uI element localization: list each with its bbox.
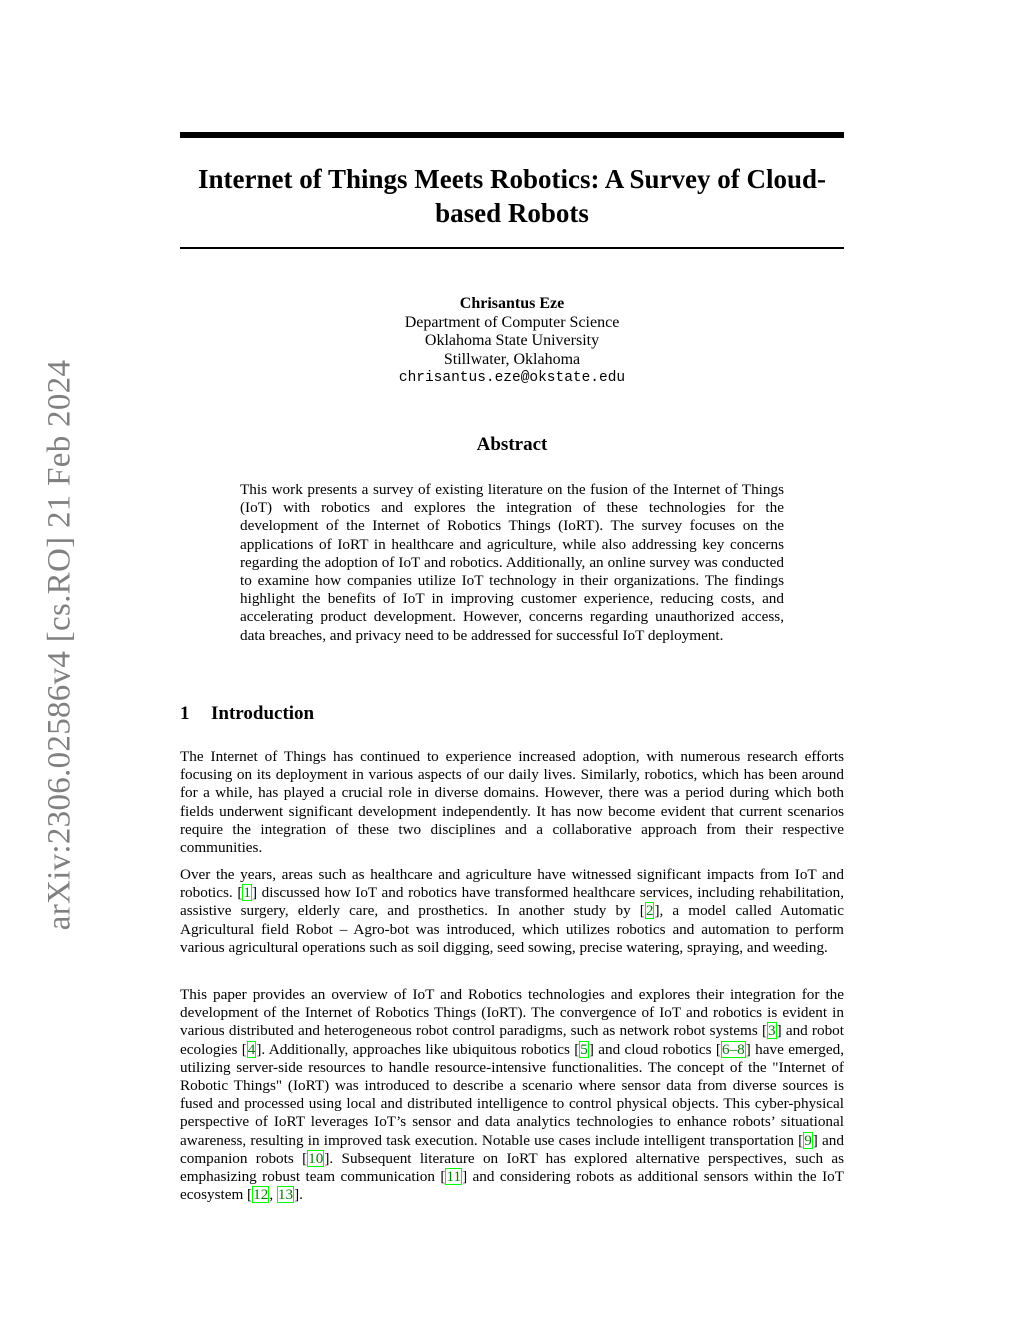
text-run: This paper provides an overview of IoT and Robotics technologies and explores their integration for the development of the Internet of Robotics Things (IoRT). The convergence of IoT and robotics is evident in various distributed and heterogeneous robot control paradigms, such as network robot systems [ — [180, 986, 844, 1040]
section-heading-introduction — [180, 703, 314, 725]
text-run: ] and robot ecologies [ — [180, 1022, 844, 1058]
intro-paragraph-1: The Internet of Things has continued to experience increased adoption, with numerous research efforts focusing on its deployment in various aspects of our daily lives. Similarly, robotics, which has been around for a while, has played a crucial role in diverse domains. However, there was a period during which both fields underwent significant development independently. It has now become evident that current scenarios require the integration of these two disciplines and a collaborative approach from their respective communities. — [180, 748, 844, 857]
title-bottom-rule — [180, 247, 844, 249]
abstract-text: This work presents a survey of existing literature on the fusion of the Internet of Things (IoT) with robotics and explores the integration of these technologies for the development of the Internet of Robotics Things (IoRT). The survey focuses on the applications of IoRT in healthcare and agriculture, while also addressing key concerns regarding the adoption of IoT and robotics. Additionally, an online survey was conducted to examine how companies utilize IoT technology in their organizations. The findings highlight the benefits of IoT in improving customer experience, reducing costs, and accelerating product development. However, concerns regarding unauthorized access, data breaches, and privacy need to be addressed for successful IoT deployment. — [240, 481, 784, 644]
abstract-heading: Abstract — [476, 434, 548, 455]
text-run: ] discussed how IoT and robotics have transformed healthcare services, including rehabilitation, assistive surgery, elderly care, and prosthetics. In another study by [ — [180, 884, 844, 920]
text-run: ]. — [294, 1186, 303, 1204]
citation-link[interactable]: 9 — [804, 1131, 812, 1149]
author-block — [180, 295, 844, 388]
text-run: ]. Subsequent literature on IoRT has explored alternative perspectives, such as emphasizing robust team communication [ — [180, 1149, 844, 1186]
text-run: ]. Additionally, approaches like ubiquitous robotics [ — [256, 1040, 580, 1058]
text-run: ] and cloud robotics [ — [588, 1040, 721, 1058]
paper-title: Internet of Things Meets Robotics: A Survey of Cloud-based Robots — [197, 164, 826, 228]
text-run: ] and companion robots [ — [180, 1131, 844, 1167]
author-university: Oklahoma State University — [424, 332, 600, 349]
intro-paragraph-2 — [180, 866, 844, 957]
section-number: 1 — [180, 703, 190, 724]
section-title: Introduction — [211, 703, 315, 724]
citation-link[interactable]: 3 — [768, 1022, 776, 1040]
author-department: Department of Computer Science — [404, 313, 620, 331]
arxiv-identifier-stamp: arXiv:2306.02586v4 [cs.RO] 21 Feb 2024 — [41, 359, 78, 931]
citation-link[interactable]: 12 — [253, 1186, 269, 1204]
citation-link[interactable]: 10 — [308, 1149, 324, 1167]
text-run: ], a model called Automatic Agricultural field Robot – Agro-bot was introduced, which utilizes robotics and automation to perform various agricultural operations such as soil digging, seed sowing, precise watering, spraying, and weeding. — [180, 902, 844, 956]
author-name: Chrisantus Eze — [459, 295, 565, 312]
citation-link[interactable]: 11 — [446, 1168, 462, 1186]
citation-link[interactable]: 1 — [243, 884, 251, 902]
text-run: Over the years, areas such as healthcare and agriculture have witnessed significant impacts from IoT and robotics. [ — [180, 866, 844, 902]
text-run: ] have emerged, utilizing server-side resources to handle resource-intensive functionalities. The concept of the "Internet of Robotic Things" (IoRT) was introduced to describe a scenario where sensor data from diverse sources is fused and processed using local and distributed intelligence to control physical objects. This cyber-physical perspective of IoRT leverages IoT’s sensor and data analytics technologies to enhance robots’ situational awareness, resulting in improved task execution. Notable use cases include intelligent transportation [ — [180, 1040, 844, 1149]
citation-link[interactable]: 4 — [247, 1040, 256, 1058]
author-location: Stillwater, Oklahoma — [443, 350, 581, 368]
intro-paragraph-3 — [180, 986, 844, 1204]
author-email[interactable]: chrisantus.eze@okstate.edu — [398, 370, 626, 386]
citation-link[interactable]: 5 — [580, 1040, 588, 1058]
citation-link[interactable]: 2 — [645, 902, 654, 920]
text-run: , — [269, 1186, 277, 1204]
title-top-rule — [180, 132, 844, 138]
citation-link[interactable]: 13 — [277, 1186, 294, 1204]
text-run: ] and considering robots as additional sensors within the IoT ecosystem [ — [180, 1168, 844, 1204]
citation-link[interactable]: 6–8 — [721, 1040, 745, 1058]
